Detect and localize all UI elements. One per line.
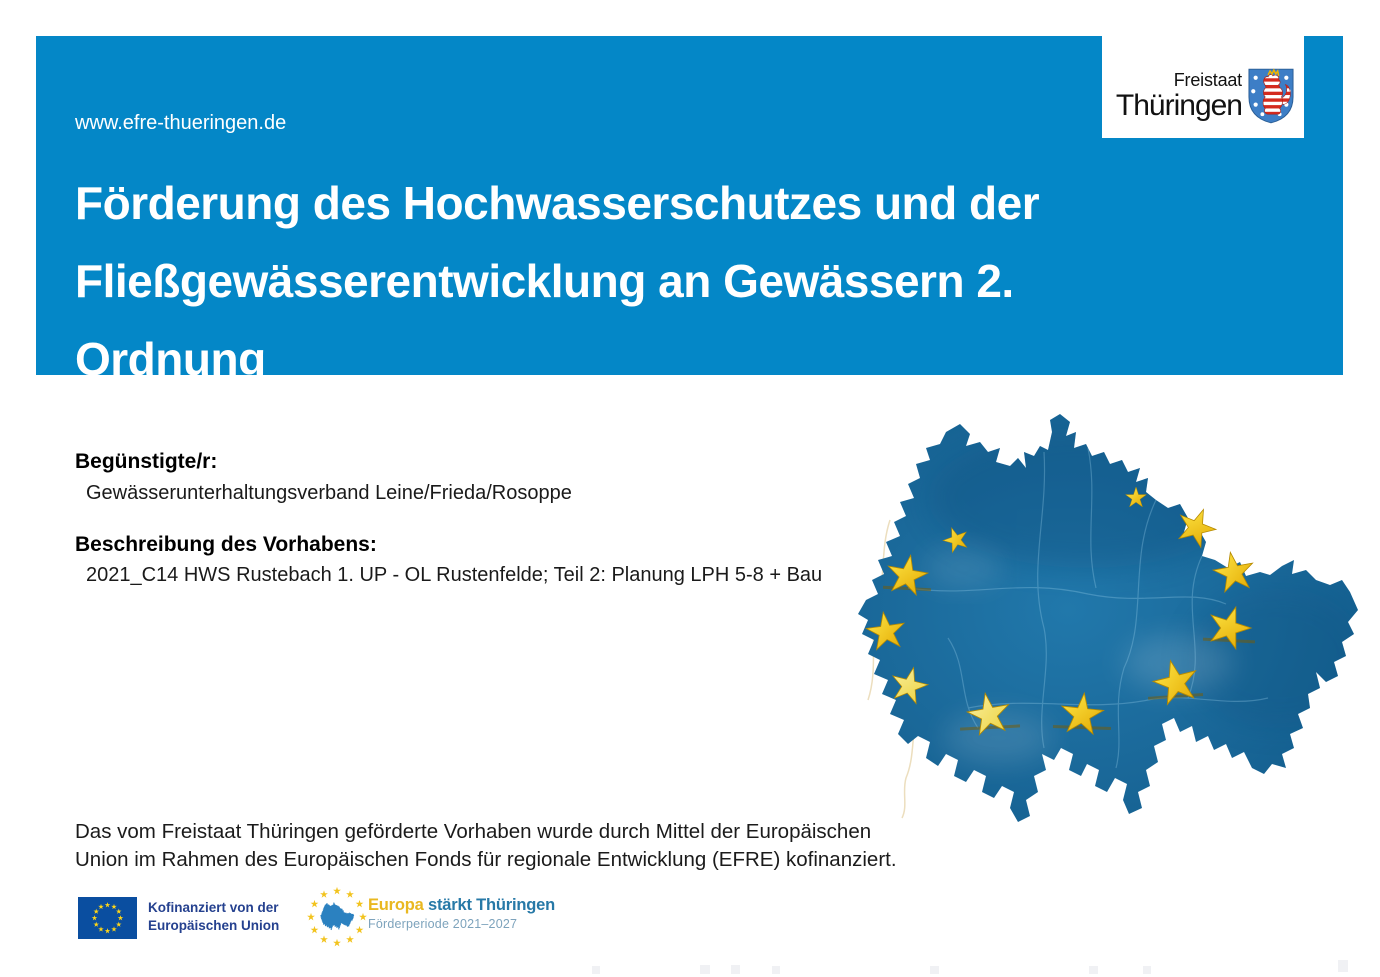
funding-note-line-2: Union im Rahmen des Europäischen Fonds für regionale Entwicklung (EFRE) kofinanziert. bbox=[75, 847, 897, 871]
efre-website-url: www.efre-thueringen.de bbox=[75, 112, 287, 134]
page-crop-artifact bbox=[592, 966, 600, 974]
foerderperiode-label: Förderperiode 2021–2027 bbox=[368, 917, 518, 931]
funding-note-line-1: Das vom Freistaat Thüringen geförderte Vorhaben wurde durch Mittel der Europäischen bbox=[75, 820, 872, 843]
europa-staerkt-thueringen-label bbox=[368, 896, 555, 915]
project-description-value: 2021_C14 HWS Rustebach 1. UP - OL Rustenfelde; Teil 2: Planung LPH 5-8 + Bau bbox=[86, 564, 823, 586]
page-title-line-1: Förderung des Hochwasserschutzes und der bbox=[75, 177, 1040, 229]
page-crop-artifact bbox=[1089, 966, 1098, 974]
freistaat-thueringen-logo bbox=[1102, 36, 1304, 138]
thuringia-map-with-eu-stars bbox=[848, 408, 1365, 835]
page-crop-artifact bbox=[731, 965, 740, 974]
page-title-line-2: Fließgewässerentwicklung an Gewässern 2. bbox=[75, 255, 1014, 307]
page-crop-artifact bbox=[930, 966, 939, 974]
page-crop-artifact bbox=[700, 965, 710, 974]
staerkt-thueringen-words: stärkt Thüringen bbox=[423, 896, 556, 914]
thuringia-coat-of-arms-icon bbox=[1248, 68, 1294, 124]
europa-word: Europa bbox=[368, 896, 424, 914]
eu-cofinancing-line-2: Europäischen Union bbox=[148, 918, 280, 933]
eu-flag-icon bbox=[78, 897, 137, 939]
beneficiary-value: Gewässerunterhaltungsverband Leine/Frieda/Rosoppe bbox=[86, 482, 572, 504]
page-crop-artifact bbox=[772, 966, 780, 974]
eu-cofinancing-line-1: Kofinanziert von der bbox=[148, 900, 279, 915]
page-title bbox=[75, 164, 1315, 398]
page-crop-artifact bbox=[1143, 966, 1151, 974]
page-crop-artifact bbox=[1338, 960, 1348, 972]
europa-staerkt-thueringen-icon bbox=[306, 886, 368, 948]
funding-note bbox=[75, 818, 897, 873]
freistaat-label: Freistaat bbox=[1173, 70, 1242, 90]
thueringen-label: Thüringen bbox=[1115, 89, 1242, 122]
beneficiary-label: Begünstigte/r: bbox=[75, 450, 218, 473]
eu-cofinancing-label bbox=[148, 899, 279, 935]
page-title-line-3: Ordnung bbox=[75, 333, 266, 385]
freistaat-thueringen-wordmark bbox=[1102, 70, 1242, 122]
project-description-label: Beschreibung des Vorhabens: bbox=[75, 533, 377, 556]
header-banner bbox=[36, 36, 1343, 385]
